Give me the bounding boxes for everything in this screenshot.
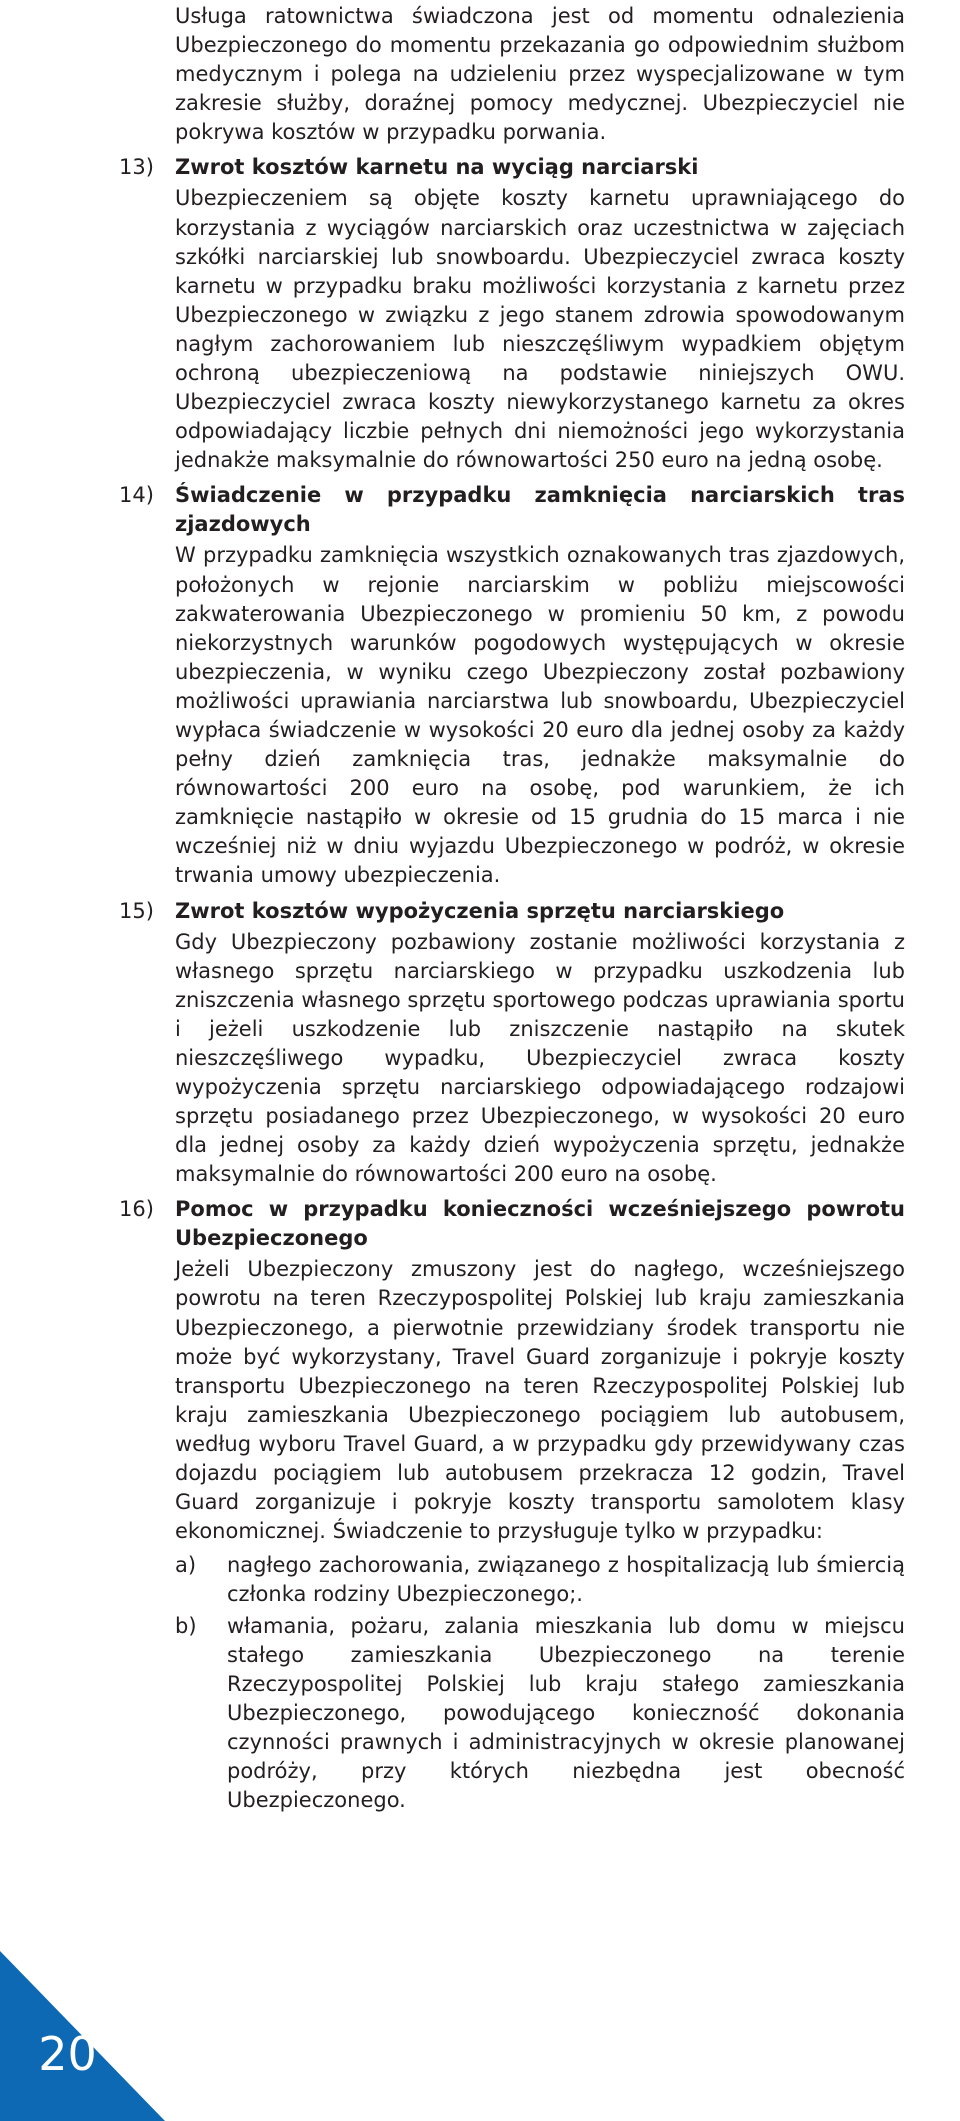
section-number: 14) — [119, 483, 154, 508]
section-title: Zwrot kosztów wypożyczenia sprzętu narciarskiego — [175, 898, 785, 923]
section-body: Jeżeli Ubezpieczony zmuszony jest do nagłego, wcześniejszego powrotu na teren Rzeczypospolitej Polskiej lub kraju zamieszkania Ubezpieczonego, a pierwotnie przewidziany środek transportu nie może być wykorzystany, Travel Guard zorganizuje i pokryje koszty transportu Ubezpieczonego na teren Rzeczypospolitej Polskiej lub kraju zamieszkania Ubezpieczonego pociągiem lub autobusem, według wyboru Travel Guard, a w przypadku gdy przewidywany czas dojazdu pociągiem lub autobusem przekracza 12 godzin, Travel Guard zorganizuje i pokryje koszty transportu samolotem klasy ekonomicznej. Świadczenie to przysługuje tylko w przypadku: — [175, 1257, 905, 1544]
sub-list — [175, 1551, 905, 1815]
section-title: Świadczenie w przypadku zamknięcia narciarskich tras zjazdowych — [175, 483, 905, 537]
list-item-text: włamania, pożaru, zalania mieszkania lub domu w miejscu stałego zamieszkania Ubezpieczonego na terenie Rzeczypospolitej Polskiej lub kraju stałego zamieszkania Ubezpieczonego, powodującego konieczność dokonania czynności prawnych i administracyjnych w okresie planowanej podróży, przy których niezbędna jest obecność Ubezpieczonego. — [227, 1613, 905, 1813]
page-number: 20 — [38, 2027, 97, 2081]
section-body: Gdy Ubezpieczony pozbawiony zostanie możliwości korzystania z własnego sprzętu narciarskiego w przypadku uszkodzenia lub zniszczenia własnego sprzętu sportowego podczas uprawiania sportu i jeżeli uszkodzenie lub zniszczenie nastąpiło na skutek nieszczęśliwego wypadku, Ubezpieczyciel zwraca koszty wypożyczenia sprzętu narciarskiego odpowiadającego rodzajowi sprzętu posiadanego przez Ubezpieczonego, w wysokości 20 euro dla jednej osoby za każdy dzień wypożyczenia sprzętu, jednakże maksymalnie do równowartości 200 euro na osobę. — [175, 929, 905, 1187]
list-item — [175, 1551, 905, 1609]
section-number: 16) — [119, 1197, 154, 1222]
section-16 — [119, 1195, 905, 1815]
section-15 — [119, 897, 905, 1190]
section-title: Pomoc w przypadku konieczności wcześniejszego powrotu Ubezpieczonego — [175, 1197, 905, 1251]
section-body: W przypadku zamknięcia wszystkich oznakowanych tras zjazdowych, położonych w rejonie narciarskim w pobliżu miejscowości zakwaterowania Ubezpieczonego w promieniu 50 km, z powodu niekorzystnych warunków pogodowych występujących w okresie ubezpieczenia, w wyniku czego Ubezpieczony został pozbawiony możliwości uprawiania narciarstwa lub snowboardu, Ubezpieczyciel wypłaca świadczenie w wysokości 20 euro dla jednej osoby za każdy pełny dzień zamknięcia tras, jednakże maksymalnie do równowartości 200 euro na osobę, pod warunkiem, że ich zamknięcie nastąpiło w okresie od 15 grudnia do 15 marca i nie wcześniej niż w dniu wyjazdu Ubezpieczonego w podróż, w okresie trwania umowy ubezpieczenia. — [175, 543, 905, 888]
list-item-text: nagłego zachorowania, związanego z hospitalizacją lub śmiercią członka rodziny Ubezpieczonego;. — [227, 1553, 905, 1607]
section-body: Ubezpieczeniem są objęte koszty karnetu uprawniającego do korzystania z wyciągów narciarskich oraz uczestnictwa w zajęciach szkółki narciarskiej lub snowboardu. Ubezpieczyciel zwraca koszty karnetu w przypadku braku możliwości korzystania z karnetu przez Ubezpieczonego w związku z jego stanem zdrowia spowodowanym nagłym zachorowaniem lub nieszczęśliwym wypadkiem objętym ochroną ubezpieczeniową na podstawie niniejszych OWU. Ubezpieczyciel zwraca koszty niewykorzystanego karnetu za okres odpowiadający liczbie pełnych dni niemożności jego wykorzystania jednakże maksymalnie do równowartości 250 euro na jedną osobę. — [175, 186, 905, 473]
section-13 — [119, 153, 905, 475]
section-number: 13) — [119, 155, 154, 180]
section-title: Zwrot kosztów karnetu na wyciąg narciarski — [175, 155, 699, 180]
document-body — [119, 2, 905, 1817]
list-item — [175, 1612, 905, 1816]
intro-paragraph: Usługa ratownictwa świadczona jest od momentu odnalezienia Ubezpieczonego do momentu przekazania go odpowiednim służbom medycznym i polega na udzieleniu przez wyspecjalizowane w tym zakresie służby, doraźnej pomocy medycznej. Ubezpieczyciel nie pokrywa kosztów w przypadku porwania. — [175, 4, 905, 145]
list-item-letter: a) — [175, 1553, 197, 1578]
section-number: 15) — [119, 898, 154, 923]
section-14 — [119, 481, 905, 890]
list-item-letter: b) — [175, 1613, 197, 1638]
